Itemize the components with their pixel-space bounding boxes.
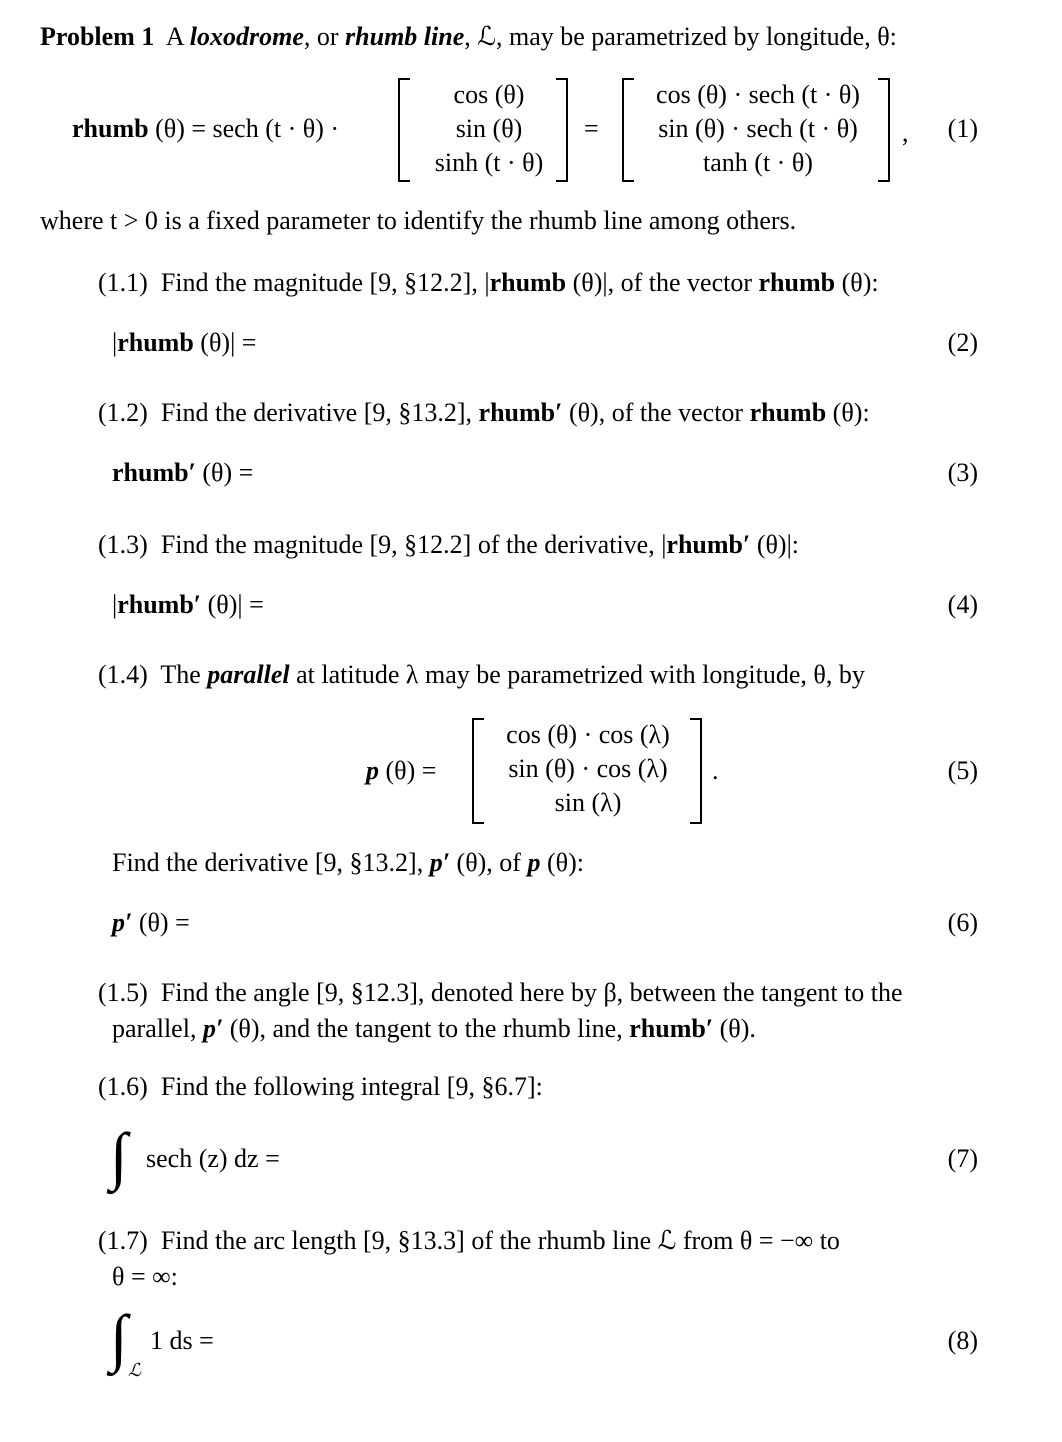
item-label: (1.5) (98, 978, 148, 1007)
item-text: (θ), of (450, 848, 528, 877)
eq1-vector-left (414, 78, 564, 180)
item-text: The (160, 660, 208, 689)
term-loxodrome: loxodrome (189, 22, 304, 51)
item-1-2 (98, 398, 870, 428)
eq-text: (θ)| = (193, 328, 257, 357)
eq-text: (θ) = (132, 908, 190, 937)
eq-text: (θ)| = (201, 590, 264, 619)
integral-sign: ∫ (110, 1302, 128, 1373)
item-1-5 (98, 978, 903, 1008)
equation-3 (112, 458, 253, 488)
left-bracket (622, 78, 634, 182)
item-text: (θ), of the vector (562, 398, 750, 427)
eq-text: | (112, 590, 118, 619)
vector-entry: cos (θ) (453, 80, 525, 109)
vector-entry: cos (θ) · cos (λ) (506, 720, 670, 749)
item-bold: p′ (429, 848, 451, 877)
eq-text: (θ) = (379, 756, 437, 785)
item-label: (1.6) (98, 1072, 148, 1101)
equation-number: (5) (947, 756, 978, 785)
equation-2 (112, 328, 256, 358)
eq1-comma: , (902, 118, 909, 147)
vector-entry: cos (θ) · sech (t · θ) (656, 80, 860, 109)
item-1-4 (98, 660, 865, 690)
integral-sign: ∫ (110, 1120, 128, 1191)
equation-number: (8) (947, 1326, 978, 1355)
problem-label: Problem 1 (40, 22, 155, 51)
item-label: (1.7) (98, 1226, 148, 1255)
eq-text: (θ) = (195, 458, 254, 487)
item-text: (θ): (540, 848, 584, 877)
right-bracket (878, 78, 890, 182)
eq-bold: rhumb′ (112, 458, 196, 487)
vector-entry: sin (θ) · cos (λ) (508, 754, 668, 783)
eq5-lhs (366, 756, 436, 786)
vector-entry: sin (θ) · sech (t · θ) (658, 114, 858, 143)
item-text: Find the angle [9, §12.3], denoted here by β, between the tangent to the (160, 978, 903, 1007)
eq5-vector (488, 718, 688, 820)
item-1-7 (98, 1226, 840, 1256)
right-bracket (556, 78, 568, 182)
eq1-lhs (72, 114, 339, 144)
eq-bold: p′ (112, 908, 133, 937)
item-1-4-find (112, 848, 584, 878)
intro-text: , or (303, 22, 339, 51)
term-rhumb-line: rhumb line (345, 22, 465, 51)
item-text: (θ): (835, 268, 879, 297)
vector-entry: sin (θ) (455, 114, 523, 143)
item-bold: p (527, 848, 541, 877)
item-text: (θ). (713, 1014, 756, 1043)
item-text: parallel, (112, 1014, 203, 1043)
problem-intro (40, 22, 897, 52)
eq1-vector-right (638, 78, 878, 180)
item-bold: rhumb′ (478, 398, 563, 427)
equals-sign: = (584, 114, 599, 143)
item-text: (θ): (826, 398, 870, 427)
item-text: (θ)|, of the vector (566, 268, 759, 297)
eq-bold: rhumb (117, 328, 194, 357)
right-bracket (690, 718, 702, 824)
equation-number: (1) (947, 114, 978, 143)
item-text: Find the magnitude [9, §12.2] of the derivative, | (160, 530, 667, 559)
equation-6 (112, 908, 190, 938)
item-text: (θ), and the tangent to the rhumb line, (223, 1014, 630, 1043)
left-bracket (398, 78, 410, 182)
item-bold: rhumb (489, 268, 567, 297)
eq-bold: rhumb′ (117, 590, 202, 619)
item-text: (θ)|: (750, 530, 800, 559)
vector-entry: sinh (t · θ) (434, 148, 544, 177)
equation-number: (3) (947, 458, 978, 487)
item-bold: rhumb (749, 398, 827, 427)
eq-text: | (112, 328, 118, 357)
left-bracket (472, 718, 484, 824)
term-parallel: parallel (207, 660, 290, 689)
intro-text: A (165, 22, 184, 51)
item-label: (1.4) (98, 660, 148, 689)
eq1-lhs-arg: (θ) = sech (t · θ) · (155, 114, 340, 143)
item-1-5-line2 (112, 1014, 756, 1044)
equation-number: (2) (947, 328, 978, 357)
item-bold: rhumb (758, 268, 836, 297)
eq5-period: . (712, 756, 719, 785)
item-label: (1.2) (98, 398, 148, 427)
vector-entry: tanh (t · θ) (703, 148, 813, 177)
item-bold: p′ (202, 1014, 224, 1043)
eq-text: 1 ds = (150, 1326, 214, 1355)
item-text: at latitude λ may be parametrized with longitude, θ, by (289, 660, 865, 689)
item-1-6 (98, 1072, 543, 1102)
item-text: Find the derivative [9, §13.2], (112, 848, 430, 877)
item-text: θ = ∞: (112, 1262, 178, 1291)
eq1-lhs-bold: rhumb (72, 114, 149, 143)
intro-text: , ℒ, may be parametrized by longitude, θ: (464, 22, 897, 51)
equation-4 (112, 590, 264, 620)
integral-subscript: ℒ (128, 1360, 141, 1380)
item-1-1 (98, 268, 879, 298)
eq-bold: p (366, 756, 379, 785)
item-text: Find the arc length [9, §13.3] of the rhumb line ℒ from θ = −∞ to (160, 1226, 840, 1255)
eq-text: sech (z) dz = (146, 1144, 280, 1173)
item-text: Find the magnitude [9, §12.2], | (160, 268, 490, 297)
vector-entry: sin (λ) (554, 788, 622, 817)
where-text: where t > 0 is a fixed parameter to identify the rhumb line among others. (40, 206, 797, 235)
item-bold: rhumb′ (666, 530, 751, 559)
item-text: Find the following integral [9, §6.7]: (160, 1072, 543, 1101)
equation-number: (6) (947, 908, 978, 937)
item-1-3 (98, 530, 799, 560)
item-label: (1.1) (98, 268, 148, 297)
item-text: Find the derivative [9, §13.2], (160, 398, 479, 427)
item-bold: rhumb′ (629, 1014, 714, 1043)
item-label: (1.3) (98, 530, 148, 559)
equation-number: (4) (947, 590, 978, 619)
equation-number: (7) (947, 1144, 978, 1173)
